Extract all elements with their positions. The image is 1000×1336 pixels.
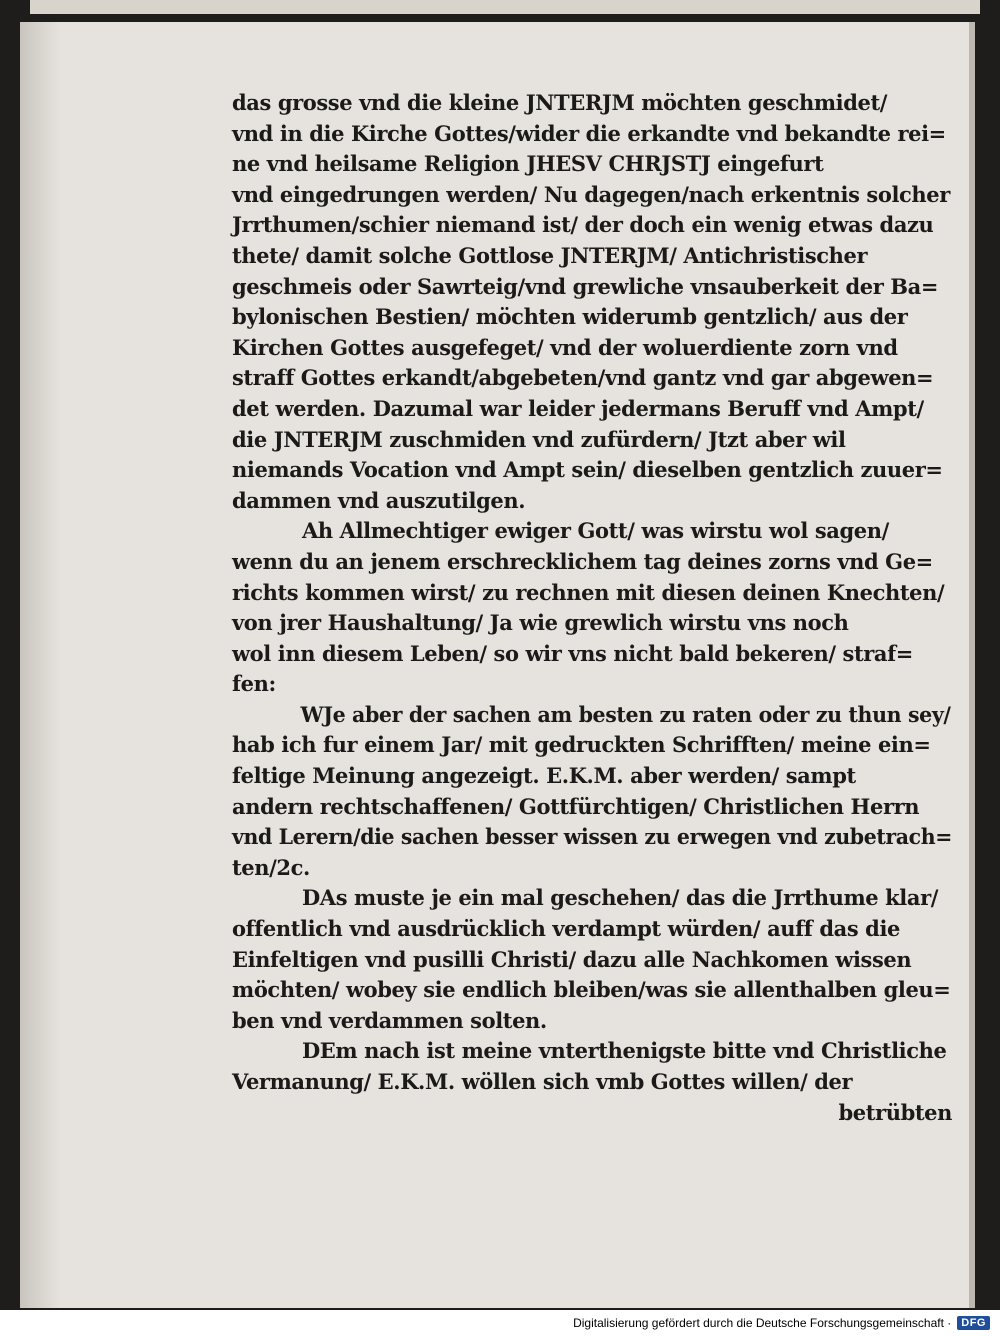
book-page: [20, 22, 975, 1308]
text-line: feltige Meinung angezeigt. E.K.M. aber werden/ sampt: [232, 763, 856, 789]
text-line: WJe aber der sachen am besten zu raten oder zu thun sey/: [300, 701, 951, 727]
text-line: bylonischen Bestien/ möchten widerumb gentzlich/ aus der: [232, 304, 908, 330]
text-line: möchten/ wobey sie endlich bleiben/was sie allenthalben gleu=: [232, 977, 951, 1003]
text-line: Vermanung/ E.K.M. wöllen sich vmb Gottes willen/ der: [232, 1069, 853, 1094]
text-line: niemands Vocation vnd Ampt sein/ dieselben gentzlich zuuer=: [232, 457, 943, 483]
text-line: die JNTERJM zuschmiden vnd zufürdern/ Jtzt aber wil: [232, 426, 846, 452]
text-line: von jrer Haushaltung/ Ja wie grewlich wirstu vns noch: [232, 610, 849, 636]
text-line: fen:: [232, 671, 276, 697]
text-line: Kirchen Gottes ausgefeget/ vnd der woluerdiente zorn vnd: [232, 334, 898, 360]
text-line: vnd eingedrungen werden/ Nu dagegen/nach erkentnis solcher: [232, 181, 950, 207]
text-line: Jrrthumen/schier niemand ist/ der doch ein wenig etwas dazu: [232, 212, 934, 238]
text-line: geschmeis oder Sawrteig/vnd grewliche vnsauberkeit der Ba=: [232, 273, 939, 299]
text-line: wol inn diesem Leben/ so wir vns nicht bald bekeren/ straf=: [232, 640, 913, 666]
text-line: richts kommen wirst/ zu rechnen mit diesen deinen Knechten/: [232, 579, 945, 605]
text-line: andern rechtschaffenen/ Gottfürchtigen/ Christlichen Herrn: [232, 793, 920, 819]
text-line: hab ich fur einem Jar/ mit gedruckten Schrifften/ meine ein=: [232, 732, 931, 758]
text-line: vnd in die Kirche Gottes/wider die erkandte vnd bekandte rei=: [232, 120, 946, 146]
catchword: betrübten: [838, 1099, 952, 1125]
text-line: das grosse vnd die kleine JNTERJM möchten geschmidet/: [232, 90, 888, 115]
text-line: dammen vnd auszutilgen.: [232, 487, 526, 513]
text-line: Ah Allmechtiger ewiger Gott/ was wirstu wol sagen/: [302, 518, 889, 544]
text-line: DEm nach ist meine vnterthenigste bitte vnd Christliche: [302, 1038, 947, 1064]
text-line: DAs muste je ein mal geschehen/ das die Jrrthume klar/: [302, 885, 939, 911]
page-top-edge: [30, 0, 980, 14]
text-line: wenn du an jenem erschrecklichem tag deines zorns vnd Ge=: [232, 548, 933, 574]
text-line: straff Gottes erkandt/abgebeten/vnd gantz vnd gar abgewen=: [232, 365, 934, 391]
text-line: ten/2c.: [232, 854, 310, 880]
page-text: [232, 88, 952, 1128]
text-line: offentlich vnd ausdrücklich verdampt würden/ auff das die: [232, 916, 900, 942]
digitization-footer: [0, 1310, 1000, 1336]
text-line: ben vnd verdammen solten.: [232, 1007, 547, 1033]
text-line: vnd Lerern/die sachen besser wissen zu erwegen vnd zubetrach=: [232, 824, 952, 850]
text-line: det werden. Dazumal war leider jedermans Beruff vnd Ampt/: [232, 395, 924, 421]
dfg-logo: DFG: [957, 1316, 990, 1330]
footer-credit: Digitalisierung gefördert durch die Deutsche Forschungsgemeinschaft ·: [573, 1316, 952, 1330]
text-line: thete/ damit solche Gottlose JNTERJM/ Antichristischer: [232, 242, 868, 268]
text-line: Einfeltigen vnd pusilli Christi/ dazu alle Nachkomen wissen: [232, 946, 912, 972]
text-line: ne vnd heilsame Religion JHESV CHRJSTJ eingefurt: [232, 151, 824, 177]
